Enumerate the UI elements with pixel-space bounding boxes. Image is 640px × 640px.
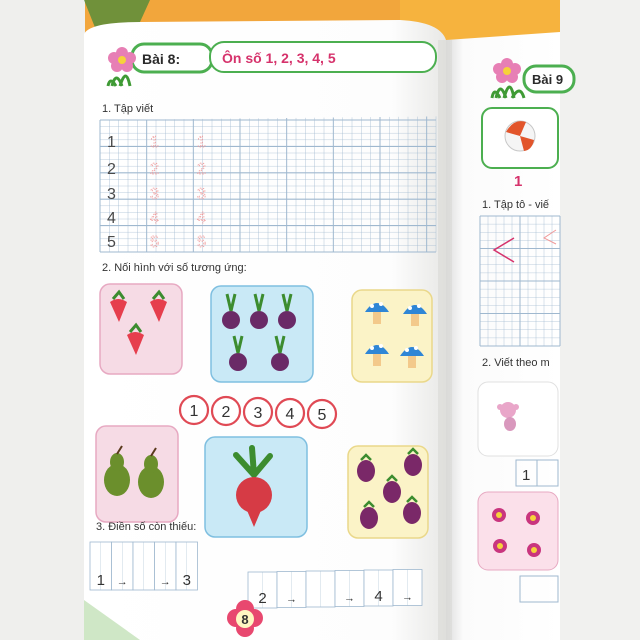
page-number: 8: [241, 612, 249, 627]
tracing-digit: 5: [197, 234, 206, 251]
fill-digit: 1: [96, 572, 105, 589]
picture-card-onions: [211, 286, 313, 382]
tracing-digit: 4: [107, 210, 116, 227]
picture-card-pears: [96, 426, 178, 522]
tracing-digit: 3: [197, 186, 206, 203]
tracing-digit: 1: [150, 134, 159, 151]
circled-number: 2: [221, 404, 231, 421]
arrow-icon: →: [344, 592, 355, 605]
fill-digit: 3: [182, 572, 191, 589]
picture-card-strawberries: [100, 284, 182, 374]
circled-number: 4: [285, 406, 295, 423]
tracing-digit: 1: [197, 134, 206, 151]
section2-heading: 2. Nối hình với số tương ứng:: [102, 262, 247, 274]
right-section2-heading: 2. Viết theo m: [482, 357, 550, 369]
section1-heading: 1. Tập viết: [102, 103, 154, 115]
right-number: 1: [514, 173, 523, 190]
fill-row-right: [248, 570, 422, 609]
fill-row-left: [90, 542, 198, 590]
picture-card-strawberries-five: [348, 446, 428, 538]
tracing-digit: 1: [107, 134, 116, 151]
right-lesson-badge: Bài 9: [532, 72, 564, 87]
lesson-title: Ôn số 1, 2, 3, 4, 5: [222, 50, 336, 66]
tracing-digit: 5: [107, 234, 116, 251]
flowers-card: [478, 492, 558, 570]
tracing-digit: 3: [107, 186, 116, 203]
flower-icon: [526, 511, 540, 525]
tracing-digit: 3: [150, 186, 159, 203]
circled-number: 5: [317, 407, 327, 424]
arrow-icon: →: [286, 593, 297, 606]
tracing-digit: 2: [197, 161, 206, 178]
flower-icon: [493, 539, 507, 553]
background-left: [0, 0, 85, 640]
arrow-icon: →: [402, 591, 413, 604]
right-fill-digit: 1: [522, 467, 531, 484]
background-right: [560, 0, 640, 640]
right-section1-heading: 1. Tập tô - viế: [482, 199, 550, 211]
tracing-digit: 2: [107, 161, 116, 178]
fill-digit: 2: [258, 590, 267, 607]
tracing-digit: 2: [150, 161, 159, 178]
flower-icon: [527, 543, 541, 557]
tracing-digit: 4: [150, 210, 159, 227]
lesson-badge: Bài 8:: [142, 51, 181, 67]
circled-number: 3: [253, 405, 263, 422]
picture-card-radish: [205, 437, 307, 537]
tracing-digit: 5: [150, 234, 159, 251]
ball-icon: [505, 121, 535, 151]
monkey-card: [478, 382, 558, 456]
tracing-digit: 4: [197, 210, 206, 227]
fill-digit: 4: [374, 588, 383, 605]
circled-number: 1: [189, 403, 199, 420]
section3-heading: 3. Điền số còn thiếu:: [96, 521, 197, 533]
arrow-icon: →: [116, 576, 128, 588]
arrow-icon: →: [159, 576, 171, 588]
book-spine: [438, 40, 452, 640]
picture-card-mushrooms: [352, 290, 432, 382]
flower-icon: [492, 508, 506, 522]
